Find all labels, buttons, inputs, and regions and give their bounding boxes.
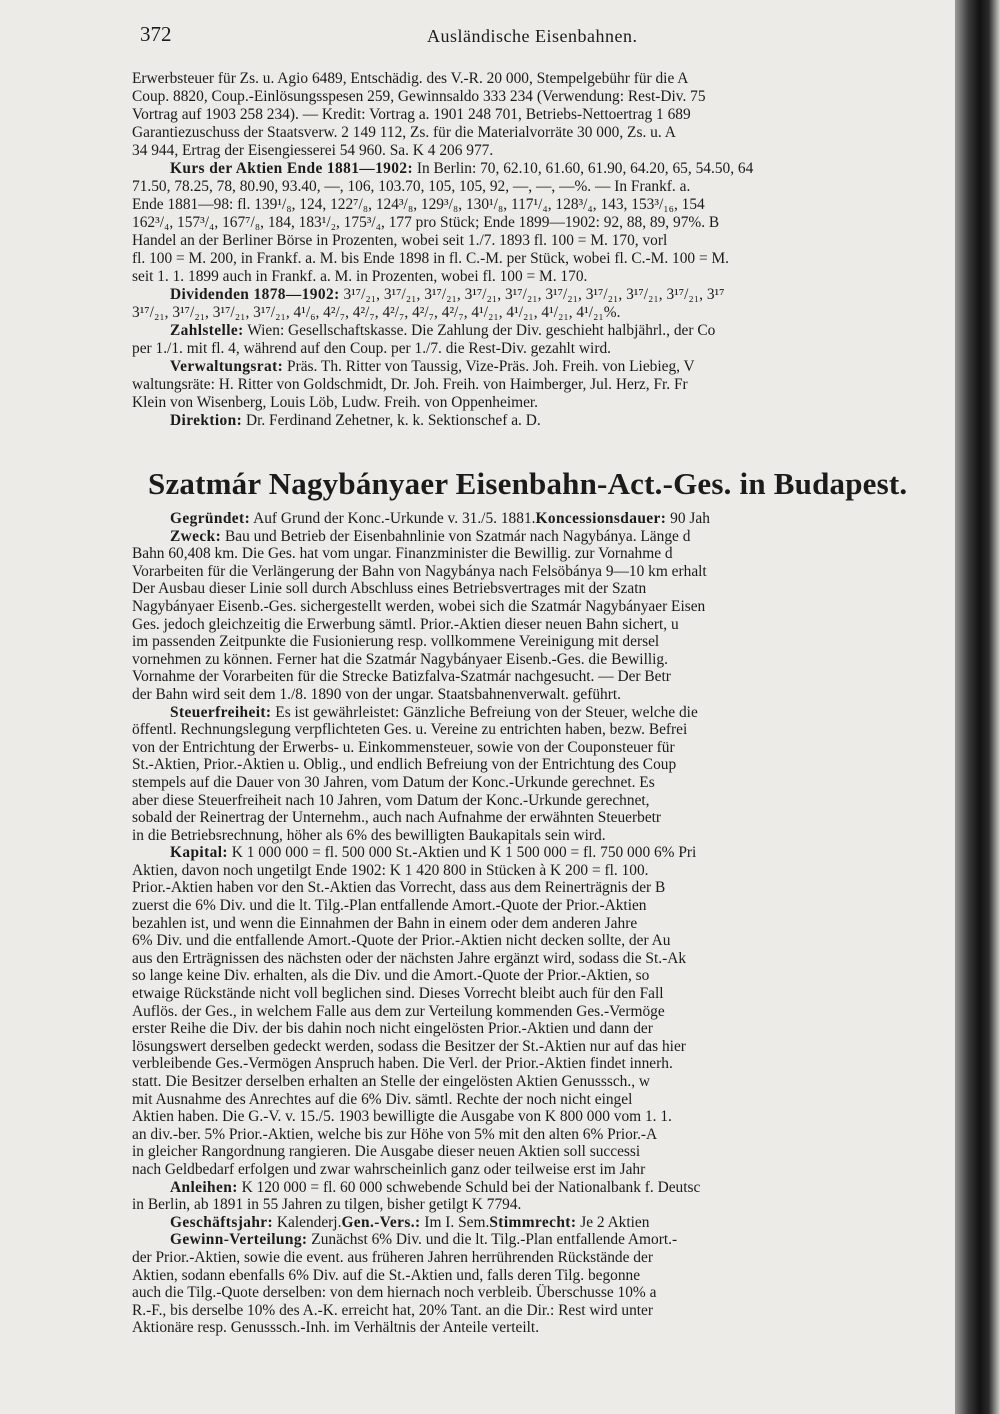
line-text: nach Geldbedarf erfolgen und zwar wahrscheinlich ganz oder teilweise erst im Jahr	[132, 1160, 646, 1178]
text-line	[132, 668, 932, 686]
section-keyword: Dividenden 1878—1902:	[170, 286, 340, 303]
line-text: auch die Tilg.-Quote derselben: von dem hiernach noch verbleib. Überschusse 10% a	[132, 1284, 657, 1302]
text-line	[132, 633, 932, 651]
section-keyword: Direktion:	[170, 412, 243, 429]
line-text: an div.-ber. 5% Prior.-Aktien, welche bis zur Höhe von 5% mit den alten 6% Prior.-A	[132, 1125, 658, 1143]
text-line	[132, 827, 932, 845]
line-text: aber diese Steuerfreiheit nach 10 Jahren, vom Datum der Konc.-Urkunde gerechnet,	[132, 791, 650, 809]
line-text: Dr. Ferdinand Zehetner, k. k. Sektionschef a. D.	[242, 412, 541, 429]
line-text: 6% Div. und die entfallende Amort.-Quote der Prior.-Aktien nicht decken sollte, der Au	[132, 932, 671, 950]
line-text: so lange keine Div. erhalten, als die Div. und die Amort.-Quote der Prior.-Aktien, so	[132, 967, 650, 985]
line-text: im passenden Zeitpunkte die Fusionierung resp. vollkommene Vereinigung mit dersel	[132, 633, 660, 651]
text-line	[132, 106, 932, 124]
text-line	[132, 1302, 932, 1320]
text-line	[132, 1161, 932, 1179]
line-text: K 120 000 = fl. 60 000 schwebende Schuld bei der Nationalbank f. Deutsc	[237, 1178, 701, 1196]
text-line	[132, 1143, 932, 1161]
text-line	[132, 124, 932, 142]
line-text: waltungsräte: H. Ritter von Goldschmidt, Dr. Joh. Freih. von Haimberger, Jul. Herz, Fr. Fr	[132, 376, 688, 393]
text-line	[132, 879, 932, 897]
line-text: Zunächst 6% Div. und die lt. Tilg.-Plan entfallende Amort.-	[307, 1231, 678, 1249]
text-line	[132, 739, 932, 757]
text-line	[132, 268, 932, 286]
section-keyword: Gegründet:	[170, 510, 251, 527]
line-text: vornehmen zu können. Ferner hat die Szatmár Nagybányaer Eisenb.-Ges. die Bewillig.	[132, 650, 668, 668]
line-text: in die Betriebsrechnung, höher als 6% des bewilligten Baukapitals sein wird.	[132, 826, 606, 844]
line-text: erster Reihe die Div. der bis dahin noch nicht eingelösten Prior.-Aktien und dann der	[132, 1020, 653, 1038]
text-line	[132, 915, 932, 933]
line-text: Auf Grund der Konc.-Urkunde v. 31./5. 1881.	[250, 510, 536, 527]
line-text: St.-Aktien, Prior.-Aktien u. Oblig., und endlich Befreiung von der Entrichtung des Coup	[132, 756, 677, 774]
text-line	[132, 809, 932, 827]
text-line	[132, 897, 932, 915]
line-text: von der Entrichtung der Erwerbs- u. Einkommensteuer, sowie von der Couponsteuer für	[132, 738, 675, 756]
line-text: Wien: Gesellschaftskasse. Die Zahlung der Div. geschieht halbjährl., der Co	[243, 322, 716, 339]
line-text: in Berlin, ab 1891 in 55 Jahren zu tilgen, bisher getilgt K 7794.	[132, 1196, 522, 1214]
line-text: per 1./1. mit fl. 4, während auf den Coup. per 1./7. die Rest-Div. gezahlt wird.	[132, 340, 611, 357]
line-text: Bau und Betrieb der Eisenbahnlinie von Szatmár nach Nagybánya. Länge d	[221, 527, 691, 545]
text-line	[132, 1319, 932, 1337]
text-line	[132, 862, 932, 880]
section-keyword: Kapital:	[170, 844, 228, 862]
line-text: in gleicher Rangordnung rangieren. Die Ausgabe dieser neuen Aktien soll successi	[132, 1143, 641, 1161]
text-line	[132, 1284, 932, 1302]
text-line	[132, 704, 932, 722]
line-text: Auflös. der Ges., in welchem Falle aus dem zur Verteilung kommenden Ges.-Vermöge	[132, 1002, 665, 1020]
text-line	[132, 510, 932, 528]
line-text: Klein von Wisenberg, Louis Löb, Ludw. Freih. von Oppenheimer.	[132, 394, 539, 411]
line-text: Je 2 Aktien	[576, 1213, 650, 1231]
text-line	[132, 358, 932, 376]
text-line	[132, 1267, 932, 1285]
line-text: K 1 000 000 = fl. 500 000 St.-Aktien und K 1 500 000 = fl. 750 000 6% Pri	[227, 844, 697, 862]
line-text: zuerst die 6% Div. und die lt. Tilg.-Plan entfallende Amort.-Quote der Prior.-Aktien	[132, 897, 647, 915]
section-keyword: Geschäftsjahr:	[170, 1213, 274, 1231]
line-text: sobald der Reinertrag der Unternehm., auch nach Aufnahme der erwähnten Steuerbetr	[132, 809, 662, 827]
company-title: Szatmár Nagybányaer Eisenbahn-Act.-Ges. in Budapest.	[148, 466, 908, 501]
text-line	[132, 1214, 932, 1232]
company-entry-block	[132, 510, 932, 1337]
line-text: Erwerbsteuer für Zs. u. Agio 6489, Entschädig. des V.-R. 20 000, Stempelgebühr für die A	[132, 70, 689, 87]
line-text: Aktien haben. Die G.-V. v. 15./5. 1903 bewilligte die Ausgabe von K 800 000 vom 1. 1.	[132, 1108, 672, 1126]
line-text: Garantiezuschuss der Staatsverw. 2 149 112, Zs. für die Materialvorräte 30 000, Zs. u. A	[132, 124, 676, 141]
text-line	[132, 196, 932, 214]
section-keyword: Steuerfreiheit:	[170, 703, 272, 721]
line-text: 3¹⁷/₂₁, 3¹⁷/₂₁, 3¹⁷/₂₁, 3¹⁷/₂₁, 4¹/₆, 4²/₇, 4²/₇, 4²/₇, 4²/₇, 4²/₇, 4¹/₂₁, 4¹/₂₁, 4¹/₂₁, 4¹/₂₁%.	[132, 304, 621, 321]
text-line	[132, 1091, 932, 1109]
line-text: Aktien, davon noch ungetilgt Ende 1902: K 1 420 800 in Stücken à K 200 = fl. 100.	[132, 861, 649, 879]
text-line	[132, 985, 932, 1003]
text-line	[132, 528, 932, 546]
text-line	[132, 160, 932, 178]
section-keyword: Kurs der Aktien Ende 1881—1902:	[170, 160, 413, 177]
line-text: mit Ausnahme des Anrechtes auf die 6% Div. sämtl. Rechte der noch nicht eingel	[132, 1090, 633, 1108]
line-text: R.-F., bis derselbe 10% des A.-K. erreicht hat, 20% Tant. an die Dir.: Rest wird unter	[132, 1301, 654, 1319]
line-text: Kalenderj.	[273, 1213, 342, 1231]
text-line	[132, 340, 932, 358]
text-line	[132, 1055, 932, 1073]
line-text: Aktien, sodann ebenfalls 6% Div. auf die St.-Aktien und, falls deren Tilg. begonne	[132, 1266, 641, 1284]
text-line	[132, 563, 932, 581]
text-line	[132, 616, 932, 634]
line-text: Vornahme der Vorarbeiten für die Strecke Batizfalva-Szatmár nachgesucht. — Der Betr	[132, 668, 671, 686]
line-text: verbleibende Ges.-Vermögen Anspruch haben. Die Verl. der Prior.-Aktien findet innerh.	[132, 1055, 673, 1073]
line-text: Ges. jedoch gleichzeitig die Erwerbung sämtl. Prior.-Aktien dieser neuen Bahn sichert, u	[132, 615, 679, 633]
line-text: der Prior.-Aktien, sowie die event. aus früheren Jahren herrührenden Rückstände der	[132, 1248, 653, 1266]
text-line	[132, 774, 932, 792]
previous-entry-block	[132, 70, 932, 430]
section-keyword: Zahlstelle:	[170, 322, 244, 339]
section-keyword: Verwaltungsrat:	[170, 358, 284, 375]
running-title: Ausländische Eisenbahnen.	[427, 26, 638, 46]
text-line	[132, 580, 932, 598]
text-line	[132, 950, 932, 968]
text-line	[132, 1179, 932, 1197]
text-line	[132, 142, 932, 160]
section-keyword: Gewinn-Verteilung:	[170, 1231, 308, 1249]
line-text: aus den Erträgnissen des nächsten oder der nächsten Jahre ergänzt wird, sodass die St.-Ak	[132, 949, 687, 967]
line-text: Im I. Sem.	[420, 1213, 490, 1231]
text-line	[132, 1196, 932, 1214]
text-line	[132, 70, 932, 88]
line-text: Nagybányaer Eisenb.-Ges. sichergestellt werden, wobei sich die Szatmár Nagybányaer Eisen	[132, 597, 706, 615]
text-line	[132, 88, 932, 106]
text-line	[132, 545, 932, 563]
line-text: fl. 100 = M. 200, in Frankf. a. M. bis Ende 1898 in fl. C.-M. per Stück, wobei fl. C.-M. 100 = M.	[132, 250, 730, 267]
line-text: Es ist gewährleistet: Gänzliche Befreiung von der Steuer, welche die	[271, 703, 698, 721]
text-line	[132, 394, 932, 412]
text-line	[132, 214, 932, 232]
text-line	[132, 792, 932, 810]
line-text: Vorarbeiten für die Verlängerung der Bahn von Nagybánya nach Felsöbánya 9—10 km erhalt	[132, 562, 707, 580]
line-text: Ende 1881—98: fl. 139¹/₈, 124, 122⁷/₈, 124³/₈, 129³/₈, 130¹/₈, 117¹/₄, 128³/₄, 143, 153³/₁₆, 154	[132, 196, 705, 213]
text-line	[132, 1073, 932, 1091]
text-line	[132, 1038, 932, 1056]
text-line	[132, 178, 932, 196]
book-spine-shadow	[955, 0, 1000, 1414]
text-line	[132, 598, 932, 616]
line-text: 71.50, 78.25, 78, 80.90, 93.40, —, 106, 103.70, 105, 105, 92, —, —, —%. — In Frankf. a.	[132, 178, 691, 195]
line-text: bezahlen ist, und wenn die Einnahmen der Bahn in einem oder dem anderen Jahre	[132, 914, 638, 932]
text-line	[132, 1231, 932, 1249]
text-line	[132, 286, 932, 304]
text-line	[132, 844, 932, 862]
text-line	[132, 250, 932, 268]
line-text: statt. Die Besitzer derselben erhalten an Stelle der eingelösten Aktien Genusssch., w	[132, 1073, 650, 1090]
text-line	[132, 1020, 932, 1038]
line-text: seit 1. 1. 1899 auch in Frankf. a. M. in Prozenten, wobei fl. 100 = M. 170.	[132, 268, 588, 285]
line-text: etwaige Rückstände nicht voll beglichen sind. Dieses Vorrecht bleibt auch für den Fall	[132, 985, 664, 1003]
line-text: Präs. Th. Ritter von Taussig, Vize-Präs. Joh. Freih. von Liebieg, V	[283, 358, 695, 375]
line-text: 3¹⁷/₂₁, 3¹⁷/₂₁, 3¹⁷/₂₁, 3¹⁷/₂₁, 3¹⁷/₂₁, 3¹⁷/₂₁, 3¹⁷/₂₁, 3¹⁷/₂₁, 3¹⁷/₂₁, 3¹⁷	[339, 286, 725, 303]
text-line	[132, 412, 932, 430]
text-line	[132, 1249, 932, 1267]
text-line	[132, 1108, 932, 1126]
text-line	[132, 1003, 932, 1021]
line-text: Aktionäre resp. Genusssch.-Inh. im Verhältnis der Anteile verteilt.	[132, 1319, 540, 1337]
section-keyword: Gen.-Vers.:	[341, 1213, 421, 1231]
line-text: der Bahn wird seit dem 1./8. 1890 von der ungar. Staatsbahnenverwalt. geführt.	[132, 685, 621, 703]
line-text: In Berlin: 70, 62.10, 61.60, 61.90, 64.20, 65, 54.50, 64	[413, 160, 754, 177]
line-text: Der Ausbau dieser Linie soll durch Abschluss eines Betriebsvertrages mit der Szatn	[132, 580, 647, 598]
section-keyword: Stimmrecht:	[489, 1213, 577, 1231]
text-line	[132, 1126, 932, 1144]
text-line	[132, 376, 932, 394]
text-line	[132, 967, 932, 985]
line-text: Coup. 8820, Coup.-Einlösungsspesen 259, Gewinnsaldo 333 234 (Verwendung: Rest-Div. 75	[132, 88, 706, 105]
text-line	[132, 322, 932, 340]
line-text: stempels auf die Dauer von 30 Jahren, vom Datum der Konc.-Urkunde gerechnet. Es	[132, 773, 655, 791]
section-keyword: Anleihen:	[170, 1178, 238, 1196]
line-text: Prior.-Aktien haben vor den St.-Aktien das Vorrecht, dass aus dem Reinerträgnis der B	[132, 879, 666, 897]
text-line	[132, 756, 932, 774]
line-text: öffentl. Rechnungslegung verpflichteten Ges. u. Vereine zu entrichten haben, bezw. Befrei	[132, 721, 688, 739]
line-text: Vortrag auf 1903 258 234). — Kredit: Vortrag a. 1901 248 701, Betriebs-Nettoertrag 1 689	[132, 106, 691, 123]
line-text: Handel an der Berliner Börse in Prozenten, wobei seit 1./7. 1893 fl. 100 = M. 170, vorl	[132, 232, 668, 249]
section-keyword: Koncessionsdauer:	[535, 510, 667, 527]
line-text: 162³/₄, 157³/₄, 167⁷/₈, 184, 183¹/₂, 175³/₄, 177 pro Stück; Ende 1899—1902: 92, 88, 89, 97%. B	[132, 214, 720, 231]
text-line	[132, 721, 932, 739]
running-head	[140, 22, 930, 52]
line-text: 90 Jah	[666, 510, 710, 527]
line-text: lösungswert derselben gedeckt werden, sodass die Besitzer der St.-Aktien nur auf das hier	[132, 1037, 686, 1055]
text-line	[132, 651, 932, 669]
line-text: Bahn 60,408 km. Die Ges. hat vom ungar. Finanzminister die Bewillig. zur Vornahme d	[132, 545, 673, 563]
text-line	[132, 304, 932, 322]
text-line	[132, 932, 932, 950]
text-line	[132, 232, 932, 250]
section-keyword: Zweck:	[170, 527, 222, 545]
text-line	[132, 686, 932, 704]
page-number: 372	[140, 22, 172, 46]
line-text: 34 944, Ertrag der Eisengiesserei 54 960. Sa. K 4 206 977.	[132, 142, 494, 159]
